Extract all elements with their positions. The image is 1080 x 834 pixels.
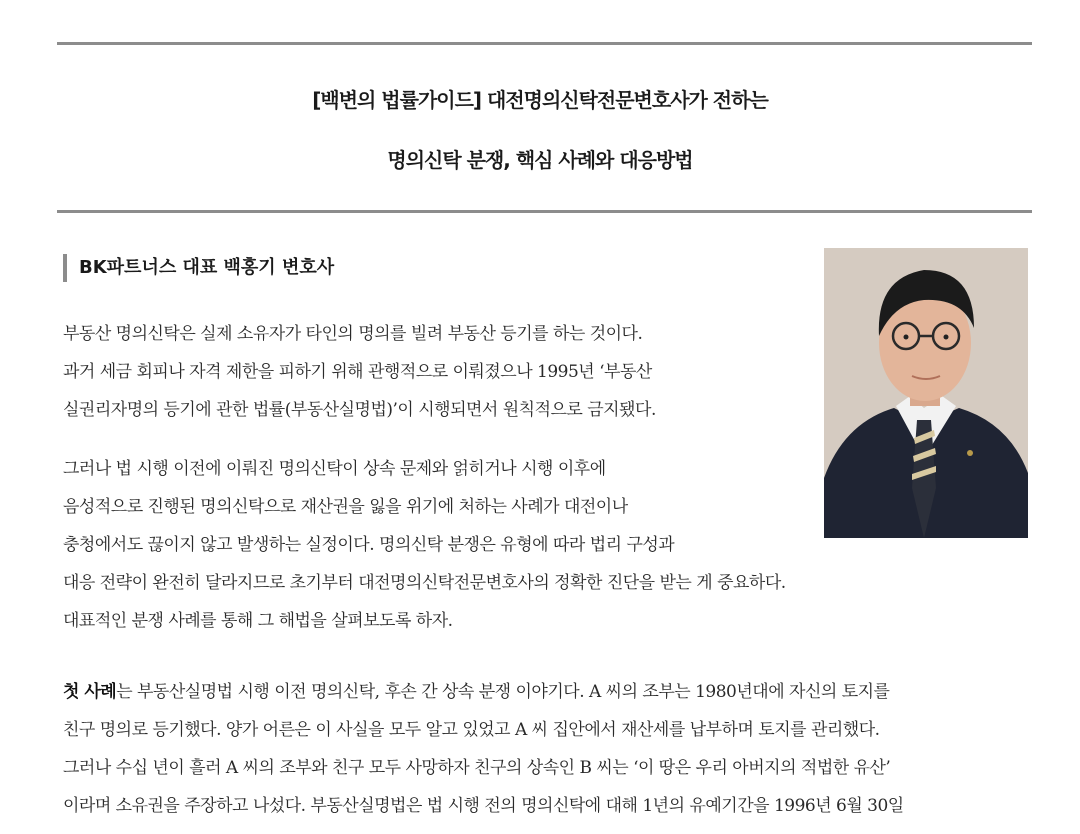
author-byline: BK파트너스 대표 백홍기 변호사 <box>63 254 334 282</box>
paragraph-1 <box>63 315 656 429</box>
case-lead-label: 첫 사례 <box>63 682 117 702</box>
paragraph-line: 대표적인 분쟁 사례를 통해 그 해법을 살펴보도록 하자. <box>63 611 453 631</box>
top-rule <box>57 42 1032 45</box>
paragraph-2 <box>63 450 786 640</box>
paragraph-line: 대응 전략이 완전히 달라지므로 초기부터 대전명의신탁전문변호사의 정확한 진단을 받는 게 중요하다. <box>63 573 786 593</box>
paragraph-line: 과거 세금 회피나 자격 제한을 피하기 위해 관행적으로 이뤄졌으나 1995년 ‘부동산 <box>63 362 652 382</box>
paragraph-line: 그러나 수십 년이 흘러 A 씨의 조부와 친구 모두 사망하자 친구의 상속인 B 씨는 ‘이 땅은 우리 아버지의 적법한 유산’ <box>63 758 891 778</box>
portrait-image <box>824 248 1028 538</box>
page-title-line-1: [백변의 법률가이드] 대전명의신탁전문변호사가 전하는 <box>312 88 768 112</box>
paragraph-line: 음성적으로 진행된 명의신탁으로 재산권을 잃을 위기에 처하는 사례가 대전이나 <box>63 497 628 517</box>
page-title-line-2: 명의신탁 분쟁, 핵심 사례와 대응방법 <box>387 148 693 172</box>
paragraph-line: 그러나 법 시행 이전에 이뤄진 명의신탁이 상속 문제와 얽히거나 시행 이후에 <box>63 459 606 479</box>
bottom-rule <box>57 210 1032 213</box>
paragraph-line: 친구 명의로 등기했다. 양가 어른은 이 사실을 모두 알고 있었고 A 씨 집안에서 재산세를 납부하며 토지를 관리했다. <box>63 720 880 740</box>
paragraph-line: 부동산 명의신탁은 실제 소유자가 타인의 명의를 빌려 부동산 등기를 하는 것이다. <box>63 324 643 344</box>
paragraph-line: 이라며 소유권을 주장하고 나섰다. 부동산실명법은 법 시행 전의 명의신탁에 대해 1년의 유예기간을 1996년 6월 30일 <box>63 796 904 816</box>
paragraph-3 <box>63 673 904 825</box>
case-lead-text: 는 부동산실명법 시행 이전 명의신탁, 후손 간 상속 분쟁 이야기다. A 씨의 조부는 1980년대에 자신의 토지를 <box>116 682 890 702</box>
author-photo <box>824 248 1028 538</box>
paragraph-line <box>63 673 904 711</box>
paragraph-line: 충청에서도 끊이지 않고 발생하는 실정이다. 명의신탁 분쟁은 유형에 따라 법리 구성과 <box>63 535 675 555</box>
paragraph-line: 실권리자명의 등기에 관한 법률(부동산실명법)’이 시행되면서 원칙적으로 금지됐다. <box>63 400 656 420</box>
